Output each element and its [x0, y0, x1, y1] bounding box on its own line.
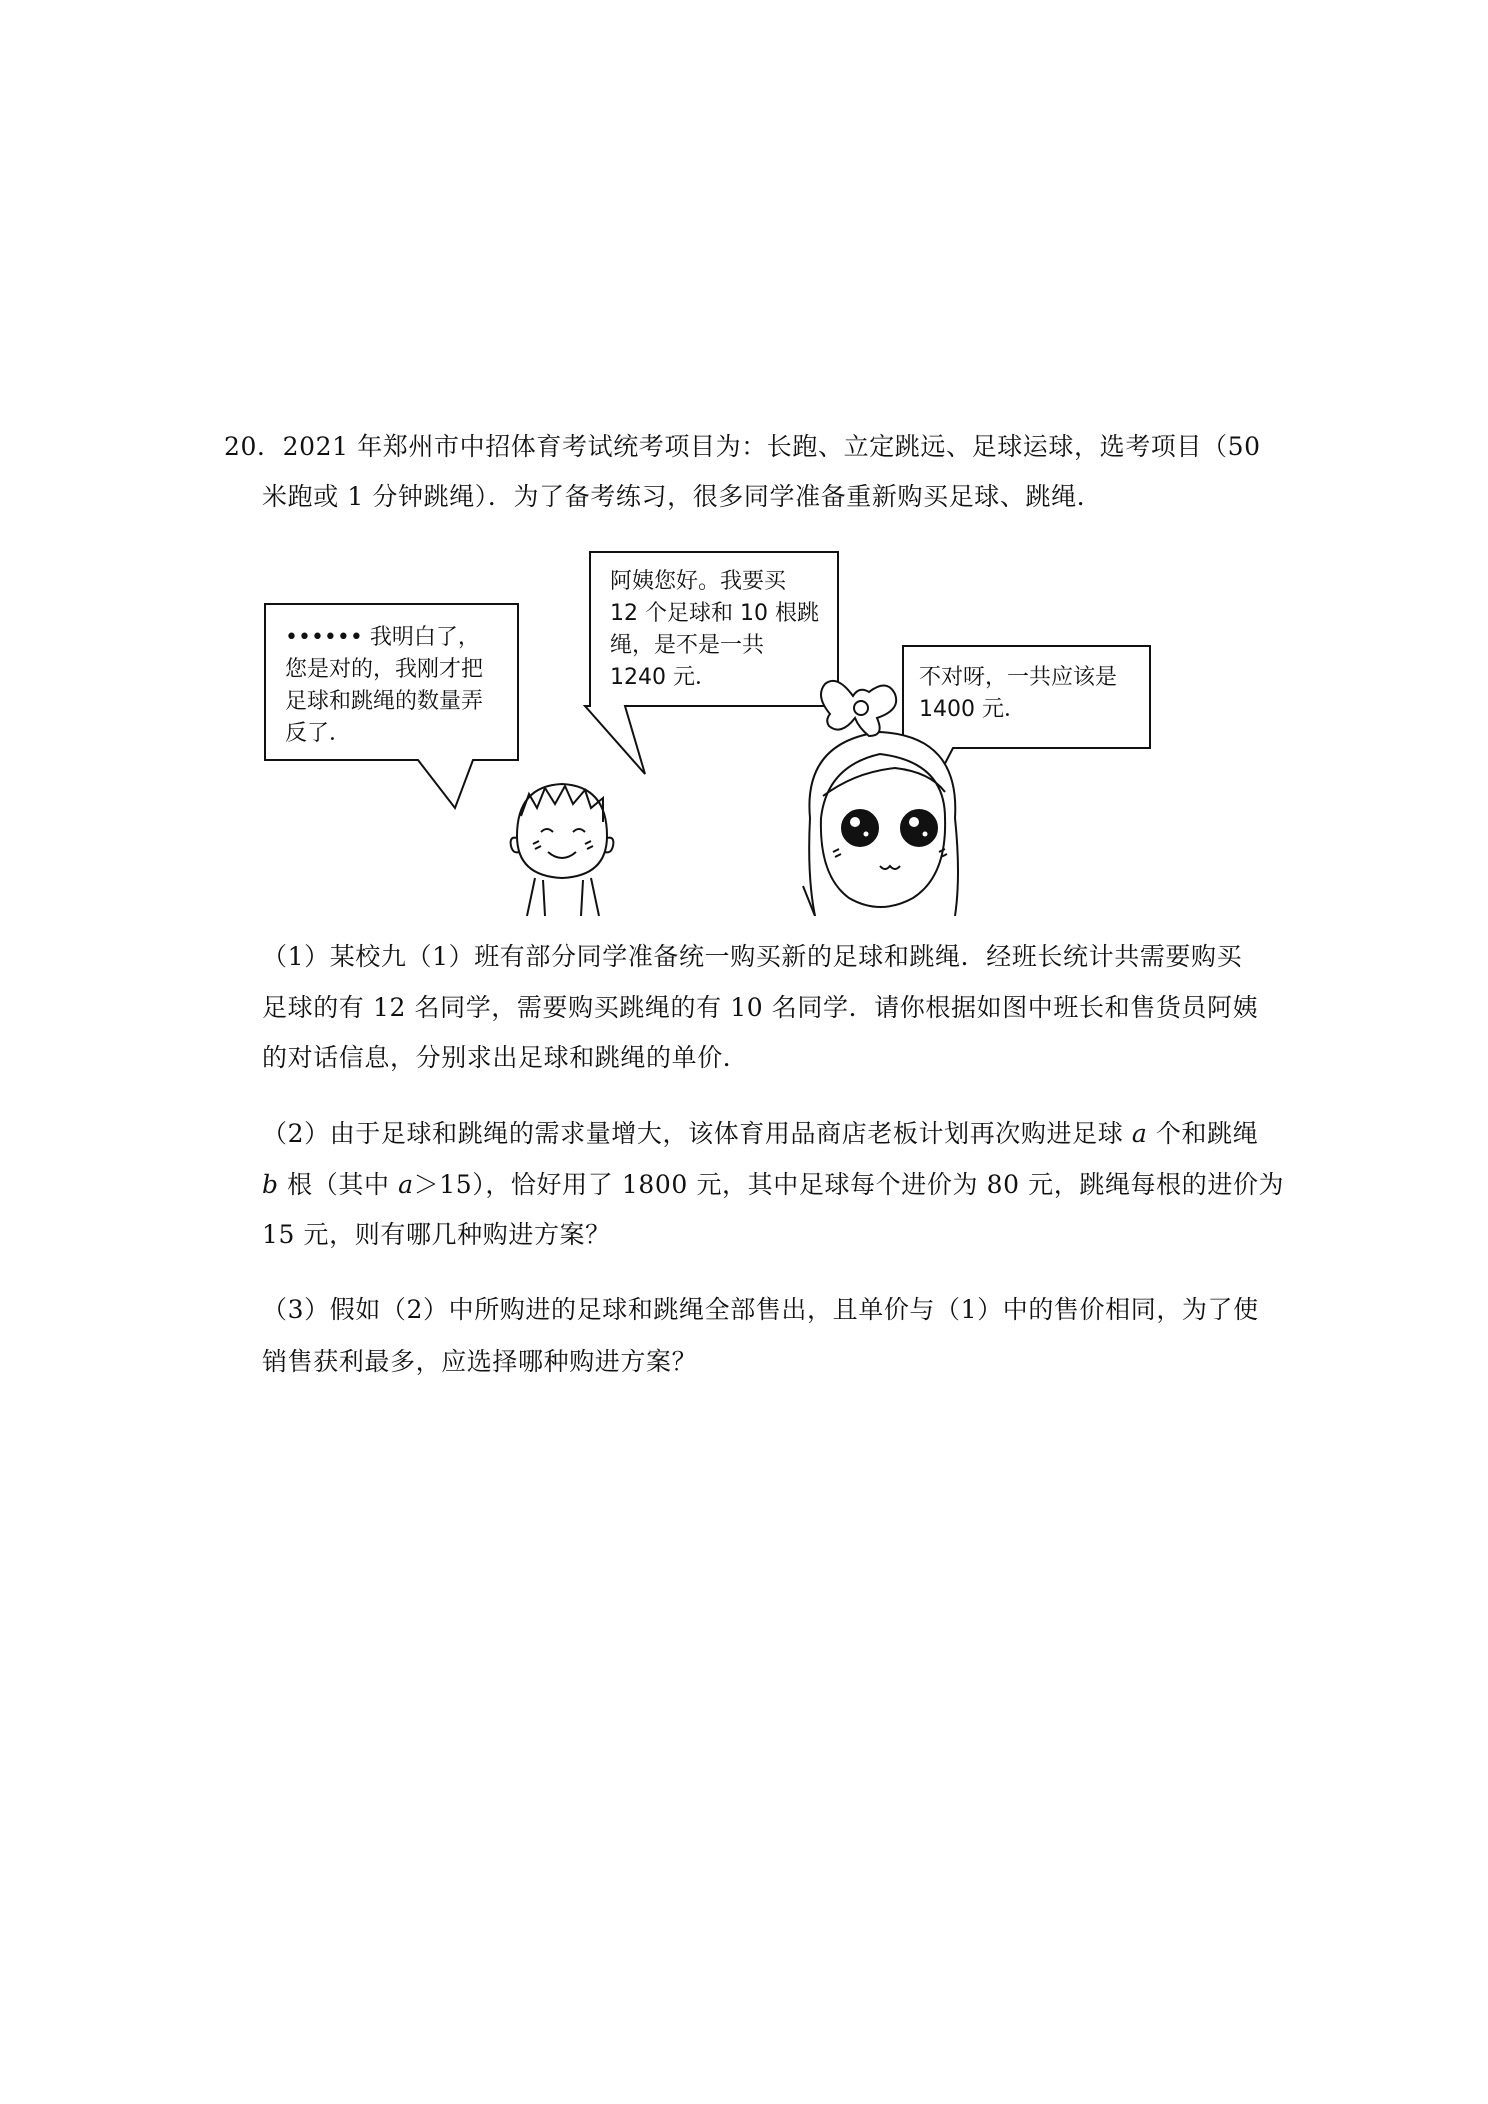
bubble-middle-line3: 绳，是不是一共: [610, 633, 765, 658]
part2-line1-text-a: （2）由于足球和跳绳的需求量增大，该体育用品商店老板计划再次购进足球: [262, 1119, 1132, 1148]
part3-line1: （3）假如（2）中所购进的足球和跳绳全部售出，且单价与（1）中的售价相同，为了使: [262, 1295, 1259, 1324]
dialogue-illustration: [255, 546, 1255, 916]
part3-line2: 销售获利最多，应选择哪种购进方案？: [262, 1347, 698, 1376]
speech-bubble-middle: [585, 552, 838, 774]
bubble-left-line1: •••••• 我明白了，: [285, 625, 480, 650]
variable-b: b: [262, 1170, 279, 1199]
bubble-right-line1: 不对呀，一共应该是: [919, 665, 1118, 690]
part2-line2-text-a: 根（其中: [278, 1170, 399, 1199]
question-intro-line2: 米跑或 1 分钟跳绳）．为了备考练习，很多同学准备重新购买足球、跳绳．: [262, 482, 1103, 511]
variable-a-2: a: [398, 1170, 414, 1199]
variable-a: a: [1131, 1119, 1148, 1148]
question-intro-line1: [224, 430, 1261, 464]
bubble-middle-line1: 阿姨您好。我要买: [610, 569, 787, 594]
question-number: 20．: [224, 432, 283, 461]
speech-bubble-left: [265, 604, 518, 808]
part1-line3: 的对话信息，分别求出足球和跳绳的单价．: [262, 1043, 749, 1072]
part1-line1: （1）某校九（1）班有部分同学准备统一购买新的足球和跳绳．经班长统计共需要购买: [262, 942, 1243, 971]
boy-cartoon: [511, 784, 614, 916]
part2-line2-text-b: ＞15），恰好用了 1800 元，其中足球每个进价为 80 元，跳绳每根的进价为: [413, 1170, 1285, 1199]
bubble-middle-line4: 1240 元．: [610, 665, 717, 690]
bubble-left-line4: 反了．: [285, 721, 352, 746]
bubble-middle-line2: 12 个足球和 10 根跳: [610, 601, 819, 626]
part1-line2: 足球的有 12 名同学，需要购买跳绳的有 10 名同学．请你根据如图中班长和售货员阿姨: [262, 993, 1259, 1022]
bubble-left-line3: 足球和跳绳的数量弄: [285, 689, 484, 714]
bubble-left-line2: 您是对的，我刚才把: [285, 657, 484, 682]
part2-line2: [262, 1168, 1284, 1202]
part2-line1: [262, 1117, 1258, 1151]
question-intro-text: 2021 年郑州市中招体育考试统考项目为：长跑、立定跳远、足球运球，选考项目（50: [282, 432, 1261, 461]
bubble-right-line2: 1400 元．: [919, 697, 1026, 722]
part2-line1-text-b: 个和跳绳: [1147, 1119, 1259, 1148]
part2-line3: 15 元，则有哪几种购进方案？: [262, 1220, 611, 1249]
